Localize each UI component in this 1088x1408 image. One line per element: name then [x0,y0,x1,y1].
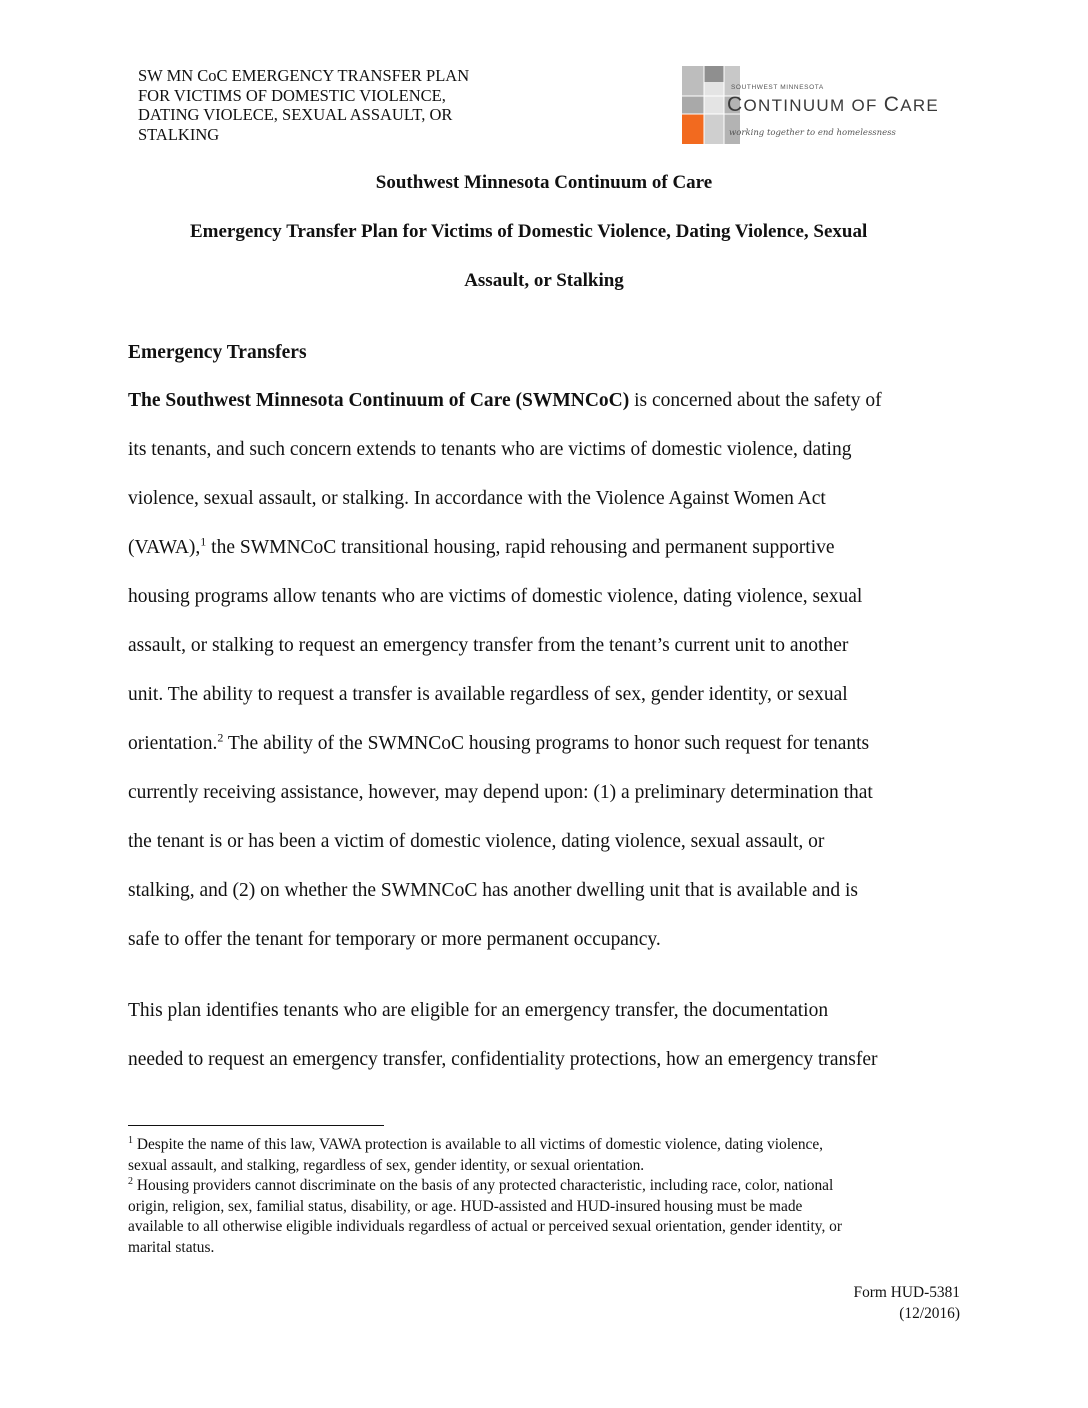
paragraph-line: violence, sexual assault, or stalking. In accordance with the Violence Against Women Act [128,488,826,509]
paragraph-line: housing programs allow tenants who are victims of domestic violence, dating violence, sexual [128,586,863,607]
form-date: (12/2016) [899,1305,960,1322]
document-header [138,66,469,144]
document-subtitle-line2: Assault, or Stalking [464,270,624,291]
header-line: DATING VIOLECE, SEXUAL ASSAULT, OR [138,105,453,125]
paragraph-line: needed to request an emergency transfer, confidentiality protections, how an emergency transfer [128,1049,878,1070]
form-number: Form HUD-5381 [853,1284,960,1301]
paragraph-line: safe to offer the tenant for temporary or more permanent occupancy. [128,929,661,950]
paragraph-line: This plan identifies tenants who are eligible for an emergency transfer, the documentation [128,1000,829,1021]
logo-small-text: SOUTHWEST MINNESOTA [731,84,824,91]
paragraph-line: The Southwest Minnesota Continuum of Care (SWMNCoC) is concerned about the safety of [128,390,882,411]
document-subtitle-line1: Emergency Transfer Plan for Victims of Domestic Violence, Dating Violence, Sexual [190,221,868,242]
paragraph-line: stalking, and (2) on whether the SWMNCoC has another dwelling unit that is available and is [128,880,859,901]
paragraph-line: (VAWA),$^1$ the SWMNCoC transitional housing, rapid rehousing and permanent supportive [128,534,835,558]
document-title: Southwest Minnesota Continuum of Care [375,172,713,193]
logo-tagline: working together to end homelessness [729,128,896,138]
paragraph-line: unit. The ability to request a transfer is available regardless of sex, gender identity, or sexual [128,684,848,705]
paragraph-line: assault, or stalking to request an emergency transfer from the tenant’s current unit to another [128,635,849,656]
footnote-separator [128,1125,384,1126]
footnote-ref-1: 1 [200,534,207,549]
header-line: STALKING [138,124,220,144]
paragraph-line: orientation.$^2$ The ability of the SWMNCoC housing programs to honor such request for tenants [128,730,870,754]
section-heading: Emergency Transfers [128,342,307,363]
header-line: FOR VICTIMS OF DOMESTIC VIOLENCE, [138,85,446,105]
footnote-1: $^1$ Despite the name of this law, VAWA protection is available to all victims of domestic violence, dating violence, sexual assault, and stalking, regardless of sex, gender identity, or sexual orientation. $^2$ Housing providers cannot discriminate on the basis of any protected characteristic, including race, color, national origin, religion, sex, familial status, disability, or age. HUD-assisted and HUD-insured housing must be made available to all otherwise eligible individuals regardless of actual or perceived sexual orientation, gender identity, or marital status. [128,1134,842,1256]
logo-main-text: CONTINUUM OF CARE [727,93,940,116]
paragraph-line: currently receiving assistance, however, may depend upon: (1) a preliminary determination that [128,782,873,803]
header-line: SW MN CoC EMERGENCY TRANSFER PLAN [138,66,470,85]
paragraph-line: its tenants, and such concern extends to tenants who are victims of domestic violence, dating [128,439,852,460]
footnote-ref-2: 2 [217,730,224,745]
paragraph-line: the tenant is or has been a victim of domestic violence, dating violence, sexual assault, or [128,831,825,852]
